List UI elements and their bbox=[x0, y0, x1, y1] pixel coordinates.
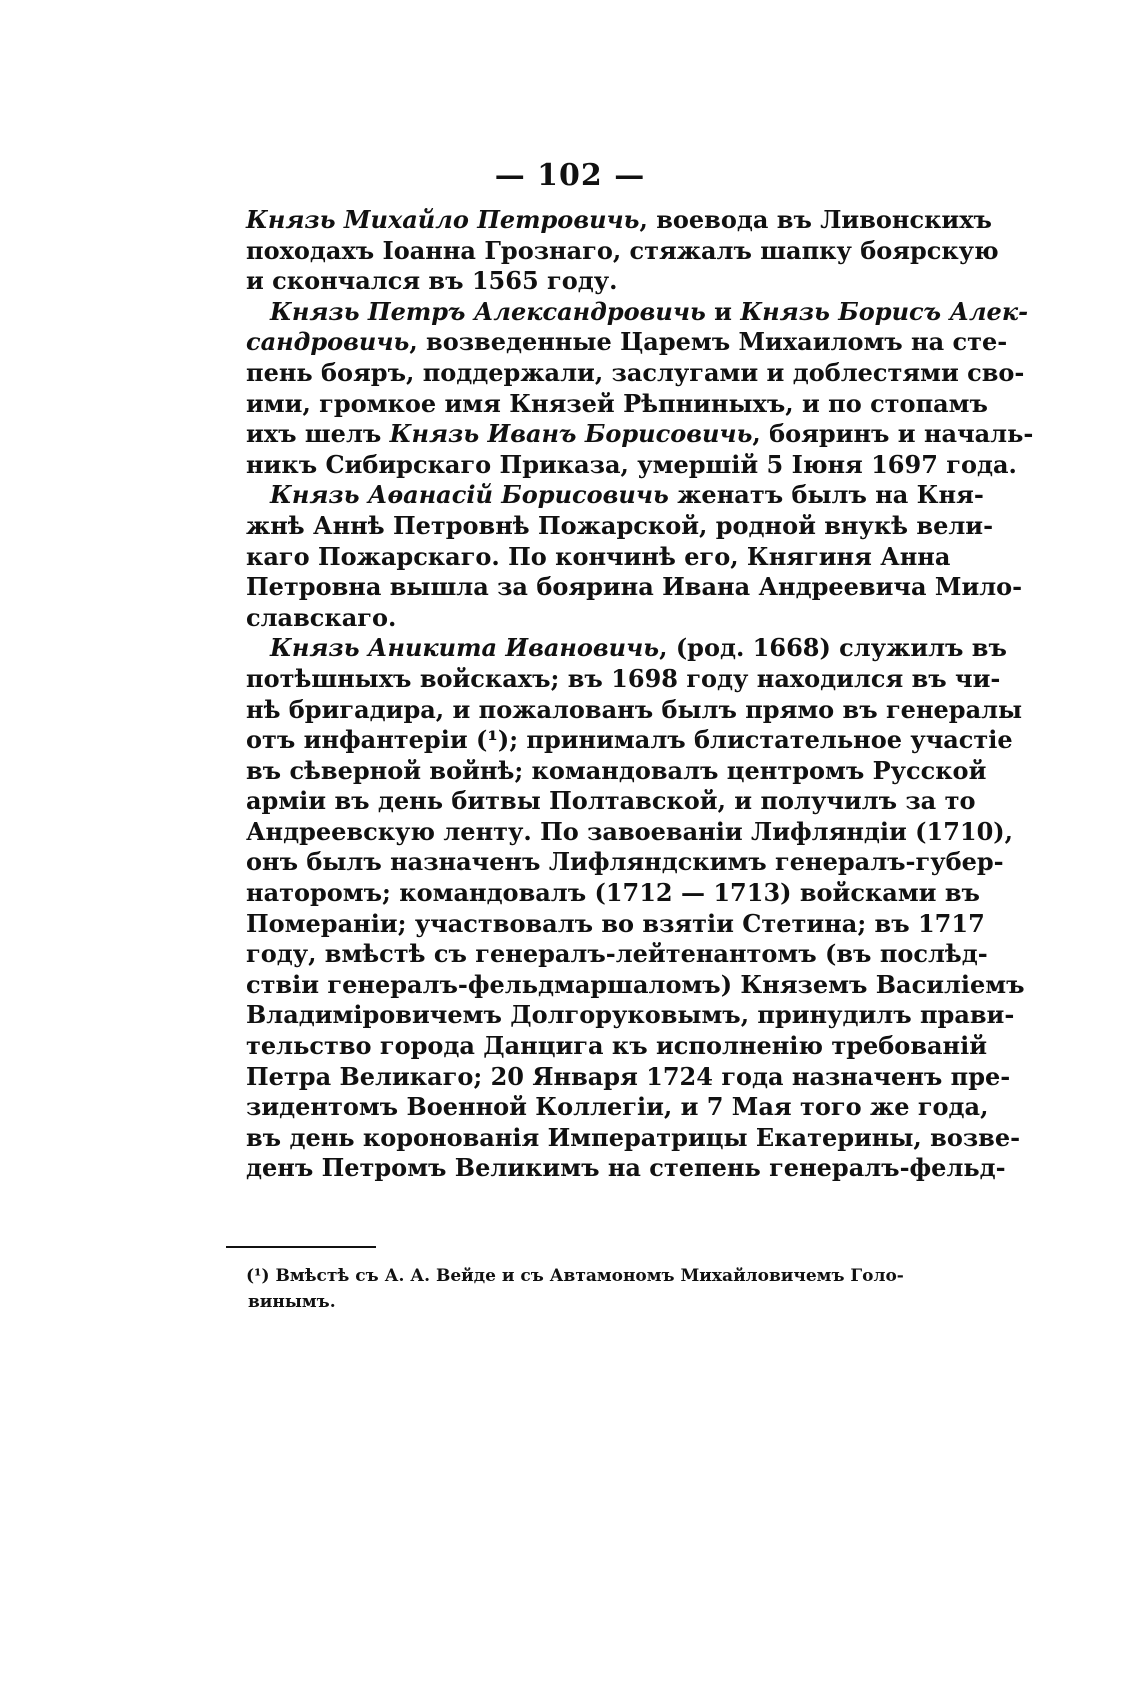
text-segment: , (род. 1668) служилъ въ bbox=[659, 633, 1007, 663]
text-line bbox=[246, 510, 994, 542]
text-segment: славскаго. bbox=[246, 602, 397, 632]
text-segment: , возведенные Царемъ Михаиломъ на сте- bbox=[409, 327, 1008, 357]
text-segment: и скончался въ 1565 году. bbox=[246, 266, 618, 296]
name-italic: Князь Михайло Петровичь bbox=[246, 205, 640, 234]
name-italic: сандровичь bbox=[246, 327, 410, 357]
text-segment: денъ Петромъ Великимъ на степень генералъ-фельд- bbox=[246, 1153, 1006, 1183]
text-segment: Петровна вышла за боярина Ивана Андреевича Мило- bbox=[246, 572, 1023, 602]
footnote-line: (¹) Вмѣстѣ съ А. А. Вейде и съ Автамономъ Михайловичемъ Голо- bbox=[246, 1266, 904, 1286]
text-line bbox=[246, 816, 1014, 848]
name-italic: Князь Аникита Ивановичь bbox=[270, 633, 660, 663]
text-segment: наторомъ; командовалъ (1712 — 1713) войсками въ bbox=[246, 878, 980, 908]
text-line bbox=[246, 1061, 1011, 1093]
name-italic: Князь Борисъ Алек- bbox=[740, 296, 1029, 326]
name-italic: Князь Иванъ Борисовичь bbox=[389, 419, 753, 449]
text-line bbox=[246, 908, 985, 940]
text-segment: никъ Сибирскаго Приказа, умершій 5 Іюня 1697 года. bbox=[246, 449, 1017, 479]
text-segment: въ сѣверной войнѣ; командовалъ центромъ Русской bbox=[246, 755, 987, 785]
text-segment: и bbox=[705, 296, 741, 326]
text-segment: въ день коронованія Императрицы Екатерины, возве- bbox=[246, 1122, 1021, 1152]
text-line bbox=[246, 296, 1029, 328]
text-segment: походахъ Іоанна Грознаго, стяжалъ шапку боярскую bbox=[246, 235, 999, 265]
text-segment: году, вмѣстѣ съ генералъ-лейтенантомъ (въ послѣд- bbox=[246, 939, 988, 969]
text-line bbox=[246, 327, 1008, 358]
text-segment: нѣ бригадира, и пожалованъ былъ прямо въ генералы bbox=[246, 694, 1023, 724]
text-line bbox=[246, 419, 1034, 450]
text-segment: Владиміровичемъ Долгоруковымъ, принудилъ прави- bbox=[246, 1000, 1015, 1030]
text-line bbox=[246, 541, 951, 573]
text-line bbox=[246, 572, 1023, 603]
footnote-rule bbox=[226, 1246, 376, 1248]
text-segment: онъ былъ назначенъ Лифляндскимъ генералъ-губер- bbox=[246, 847, 1004, 877]
footnote-line: винымъ. bbox=[248, 1292, 336, 1312]
text-line bbox=[246, 725, 1013, 756]
text-segment: арміи въ день битвы Полтавской, и получилъ за то bbox=[246, 786, 976, 816]
text-line bbox=[246, 878, 980, 909]
text-line bbox=[246, 939, 988, 970]
text-line bbox=[246, 1092, 989, 1123]
text-segment: каго Пожарскаго. По кончинѣ его, Княгиня Анна bbox=[246, 541, 951, 571]
text-segment: , воевода въ Ливонскихъ bbox=[639, 205, 992, 234]
name-italic: Князь Аѳанасій Борисовичь bbox=[270, 480, 669, 510]
text-segment: пень бояръ, поддержали, заслугами и доблестями сво- bbox=[246, 357, 1025, 387]
text-segment: Помераніи; участвовалъ во взятіи Стетина; въ 1717 bbox=[246, 908, 985, 938]
text-segment: тельство города Данцига къ исполненію требованій bbox=[246, 1031, 988, 1061]
text-segment: ими, громкое имя Князей Рѣпниныхъ, и по стопамъ bbox=[246, 388, 988, 418]
text-line bbox=[246, 1122, 1021, 1154]
text-line bbox=[246, 847, 1004, 878]
text-segment: Андреевскую ленту. По завоеваніи Лифляндіи (1710), bbox=[246, 816, 1014, 846]
text-line bbox=[246, 633, 1007, 664]
text-line bbox=[246, 480, 984, 511]
text-line bbox=[246, 266, 872, 297]
text-segment: Петра Великаго; 20 Января 1724 года назначенъ пре- bbox=[246, 1061, 1011, 1091]
text-line bbox=[246, 1153, 1006, 1184]
text-line bbox=[246, 1000, 1015, 1031]
text-line bbox=[246, 603, 872, 634]
text-line bbox=[246, 694, 1023, 726]
main-text bbox=[246, 205, 1034, 1184]
text-segment: отъ инфантеріи (¹); принималъ блистательное участіе bbox=[246, 725, 1013, 755]
text-segment: потѣшныхъ войскахъ; въ 1698 году находился въ чи- bbox=[246, 663, 1001, 693]
text-line bbox=[246, 786, 976, 817]
text-segment: ствіи генералъ-фельдмаршаломъ) Княземъ Василіемъ bbox=[246, 969, 1025, 999]
text-segment: , бояринъ и началь- bbox=[752, 419, 1034, 449]
text-line bbox=[246, 663, 1001, 695]
page-number: — 102 — bbox=[494, 158, 646, 193]
text-line bbox=[246, 205, 992, 236]
text-segment: жнѣ Аннѣ Петровнѣ Пожарской, родной внукѣ вели- bbox=[246, 510, 994, 540]
text-line bbox=[246, 1031, 988, 1062]
text-line bbox=[246, 449, 1017, 481]
name-italic: Князь Петръ Александровичь bbox=[270, 296, 706, 326]
text-segment: зидентомъ Военной Коллегіи, и 7 Мая того же года, bbox=[246, 1092, 989, 1122]
text-line bbox=[246, 755, 987, 787]
footnotes bbox=[246, 1263, 904, 1315]
text-line bbox=[246, 388, 988, 420]
text-line bbox=[246, 969, 1025, 1001]
text-line bbox=[246, 235, 999, 267]
text-line bbox=[246, 357, 1025, 389]
text-segment: женатъ былъ на Кня- bbox=[668, 480, 984, 510]
text-segment: ихъ шелъ bbox=[246, 419, 390, 449]
